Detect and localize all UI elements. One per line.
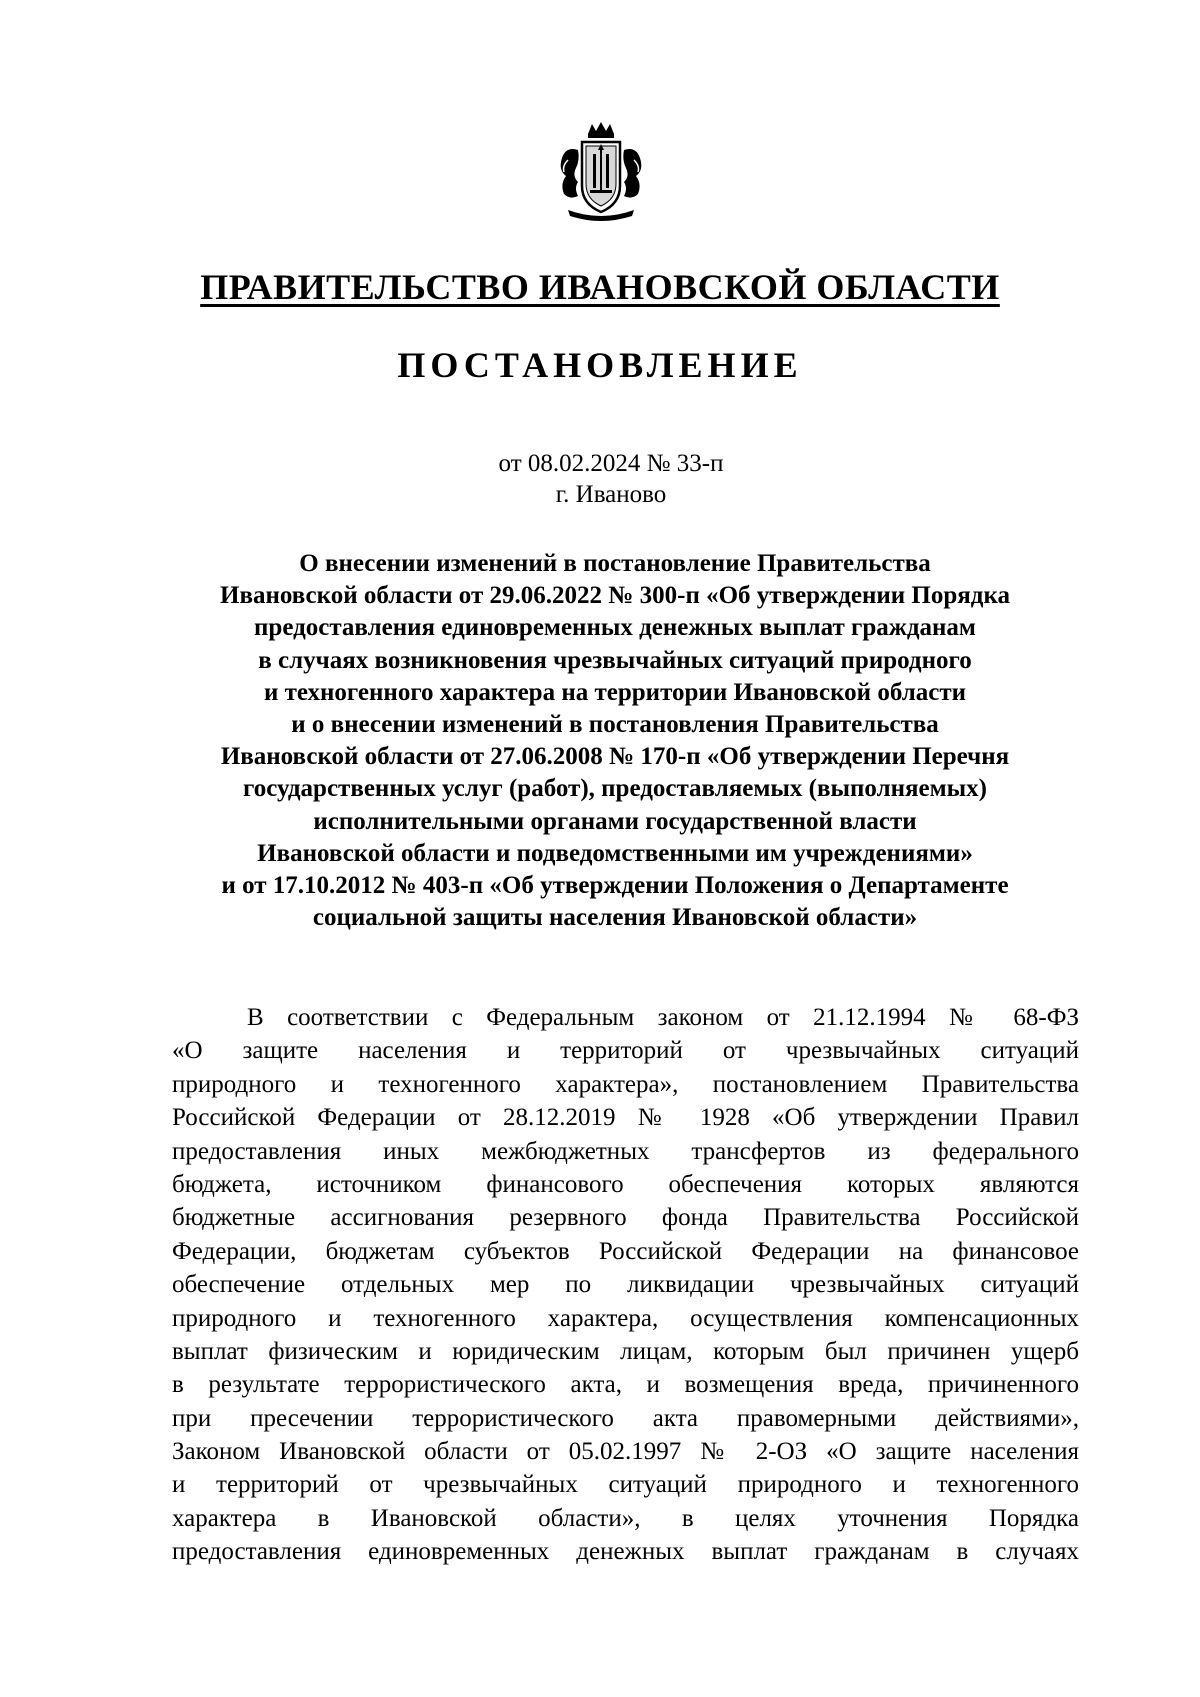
document-type: ПОСТАНОВЛЕНИЕ — [397, 345, 803, 385]
subject-line: в случаях возникновения чрезвычайных ситуаций природного — [258, 646, 972, 674]
city: г. Иваново — [555, 481, 667, 508]
body-line: и территорий от чрезвычайных ситуаций природного и техногенного — [172, 1471, 1079, 1499]
subject-line: социальной защиты населения Ивановской области» — [312, 904, 918, 932]
body-line: бюджетные ассигнования резервного фонда Правительства Российской — [172, 1204, 1079, 1232]
body-paragraph — [172, 1001, 1079, 1569]
subject-line: государственных услуг (работ), предоставляемых (выполняемых) — [242, 775, 988, 803]
body-line: бюджета, источником финансового обеспечения которых являются — [172, 1170, 1079, 1198]
subject-line: Ивановской области от 27.06.2008 № 170-п «Об утверждении Перечня — [220, 743, 1010, 771]
body-line: обеспечение отдельных мер по ликвидации чрезвычайных ситуаций — [172, 1271, 1079, 1299]
body-line: при пресечении террористического акта правомерными действиями», — [172, 1404, 1079, 1432]
coat-of-arms-icon — [548, 120, 654, 226]
body-line: Законом Ивановской области от 05.02.1997 № 2-ОЗ «О защите населения — [172, 1438, 1079, 1466]
subject-line: и техногенного характера на территории Ивановской области — [263, 678, 967, 706]
body-line: природного и техногенного характера», постановлением Правительства — [172, 1070, 1079, 1098]
subject-line: предоставления единовременных денежных выплат гражданам — [254, 614, 976, 642]
subject-line: Ивановской области и подведомственными им учреждениями» — [257, 839, 973, 867]
body-line: предоставления иных межбюджетных трансфертов из федерального — [172, 1137, 1079, 1165]
body-line: выплат физическим и юридическим лицам, которым был причинен ущерб — [172, 1337, 1079, 1365]
body-line: «О защите населения и территорий от чрезвычайных ситуаций — [172, 1037, 1079, 1065]
subject-line: исполнительными органами государственной власти — [313, 807, 917, 835]
body-line: В соответствии с Федеральным законом от 21.12.1994 № 68-ФЗ — [247, 1004, 1079, 1031]
subject-line: Ивановской области от 29.06.2022 № 300-п «Об утверждении Порядка — [220, 582, 1010, 610]
document-subject — [150, 548, 1080, 934]
body-line: Федерации, бюджетам субъектов Российской Федерации на финансовое — [172, 1237, 1079, 1265]
organization-title: ПРАВИТЕЛЬСТВО ИВАНОВСКОЙ ОБЛАСТИ — [200, 267, 1000, 307]
body-line: предоставления единовременных денежных выплат гражданам в случаях — [172, 1538, 1079, 1566]
body-line: характера в Ивановской области», в целях уточнения Порядка — [172, 1504, 1079, 1532]
body-line: природного и техногенного характера, осуществления компенсационных — [172, 1304, 1079, 1332]
body-line: Российской Федерации от 28.12.2019 № 1928 «Об утверждении Правил — [172, 1104, 1079, 1132]
document-meta — [0, 448, 1200, 510]
body-line: в результате террористического акта, и возмещения вреда, причиненного — [172, 1371, 1079, 1399]
date-number: от 08.02.2024 № 33-п — [498, 450, 724, 477]
subject-line: и от 17.10.2012 № 403-п «Об утверждении Положения о Департаменте — [221, 872, 1009, 900]
subject-line: О внесении изменений в постановление Правительства — [299, 550, 931, 577]
subject-line: и о внесении изменений в постановления Правительства — [291, 711, 939, 739]
